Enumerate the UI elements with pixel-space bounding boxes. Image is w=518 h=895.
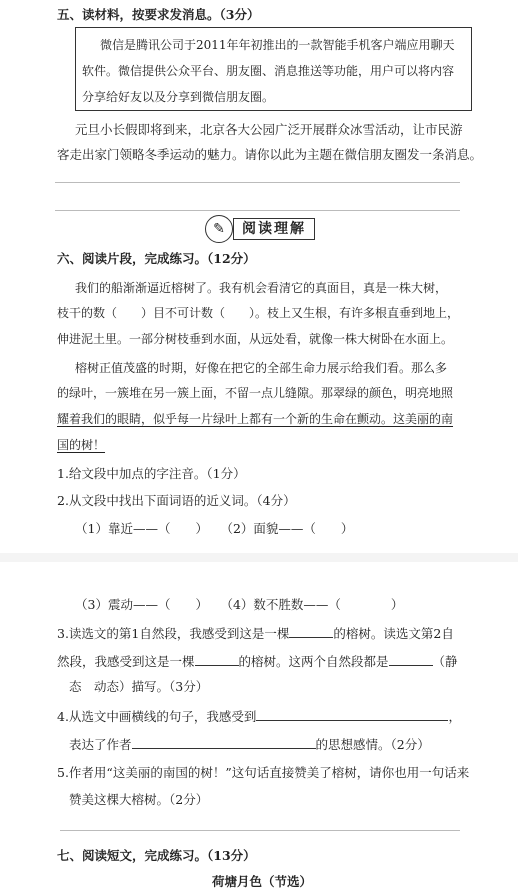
q4-text: 4.从选文中画横线的句子，我感受到 (57, 709, 257, 724)
section5-heading: 五、读材料，按要求发消息。（3分） (57, 7, 260, 22)
q4-text: 表达了作者 (69, 737, 132, 752)
synonym-row: （3）震动——（ ） （4）数不胜数——（ ） (75, 597, 404, 612)
answer-line[interactable] (55, 182, 460, 183)
answer-blank[interactable] (256, 708, 448, 721)
prompt-line: 元旦小长假即将到来，北京各大公园广泛开展群众冰雪活动，让市民游 (75, 122, 463, 137)
q4-text: 的思想感情。（2分） (315, 737, 430, 752)
section7-heading: 七、阅读短文，完成练习。（13分） (57, 848, 256, 863)
q4-text: ， (448, 709, 461, 724)
answer-blank[interactable] (289, 625, 333, 638)
material-line: 分享给好友以及分享到微信朋友圈。 (82, 90, 275, 104)
underlined-passage-line: 耀着我们的眼睛，似乎每一片绿叶上都有一个新的生命在颤动。这美丽的南 (57, 412, 454, 426)
answer-line[interactable] (60, 830, 460, 831)
q3-text: 的榕树。这两个自然段都是 (238, 654, 389, 669)
question-3-line: 态 动态）描写。（3分） (69, 679, 209, 694)
article-title: 荷塘月色（节选） (212, 874, 313, 889)
q3-text: （静 (432, 654, 458, 669)
passage-line: 的绿叶，一簇堆在另一簇上面，不留一点儿缝隙。那翠绿的颜色，明亮地照 (57, 386, 454, 400)
question-3-line (57, 653, 458, 670)
banner-title: 阅读理解 (233, 218, 315, 240)
question-5-line: 5.作者用“这美丽的南国的树！”这句话直接赞美了榕树，请你也用一句话来 (57, 765, 470, 780)
passage-line: 榕树正值茂盛的时期，好像在把它的全部生命力展示给我们看。那么多 (75, 361, 448, 375)
question-4-line (57, 708, 461, 725)
underlined-passage-line: 国的树！ (57, 438, 106, 452)
reading-banner (205, 215, 317, 243)
q3-text: 3.读选文的第1自然段，我感受到这是一棵 (57, 626, 290, 641)
material-line: 软件。微信提供公众平台、朋友圈、消息推送等功能，用户可以将内容 (82, 64, 455, 78)
reading-icon: ✎ (205, 215, 233, 243)
worksheet-page-2 (0, 562, 518, 895)
question-5-line: 赞美这棵大榕树。（2分） (69, 792, 209, 807)
synonym-row: （1）靠近——（ ） （2）面貌——（ ） (75, 521, 354, 536)
q3-text: 然段，我感受到这是一棵 (57, 654, 195, 669)
question-3-line (57, 625, 454, 642)
answer-blank[interactable] (132, 736, 316, 749)
material-line: 微信是腾讯公司于2011年年初推出的一款智能手机客户端应用聊天 (100, 38, 455, 52)
prompt-line: 客走出家门领略冬季运动的魅力。请你以此为主题在微信朋友圈发一条消息。 (57, 147, 483, 162)
question-2: 2.从文段中找出下面词语的近义词。（4分） (57, 493, 296, 508)
section6-heading: 六、阅读片段，完成练习。（12分） (57, 251, 256, 266)
divider (55, 210, 460, 211)
passage-line: 枝干的数（ ）目不可计数（ ）。枝上又生根，有许多根直垂到地上， (57, 306, 460, 320)
answer-blank[interactable] (389, 653, 433, 666)
passage-line: 我们的船渐渐逼近榕树了。我有机会看清它的真面目，真是一株大树， (75, 281, 448, 295)
question-1: 1.给文段中加点的字注音。（1分） (57, 466, 246, 481)
passage-line: 伸进泥土里。一部分树枝垂到水面，从远处看，就像一株大树卧在水面上。 (57, 332, 454, 346)
answer-blank[interactable] (195, 653, 239, 666)
q3-text: 的榕树。读选文第2自 (333, 626, 454, 641)
question-4-line (69, 736, 430, 753)
